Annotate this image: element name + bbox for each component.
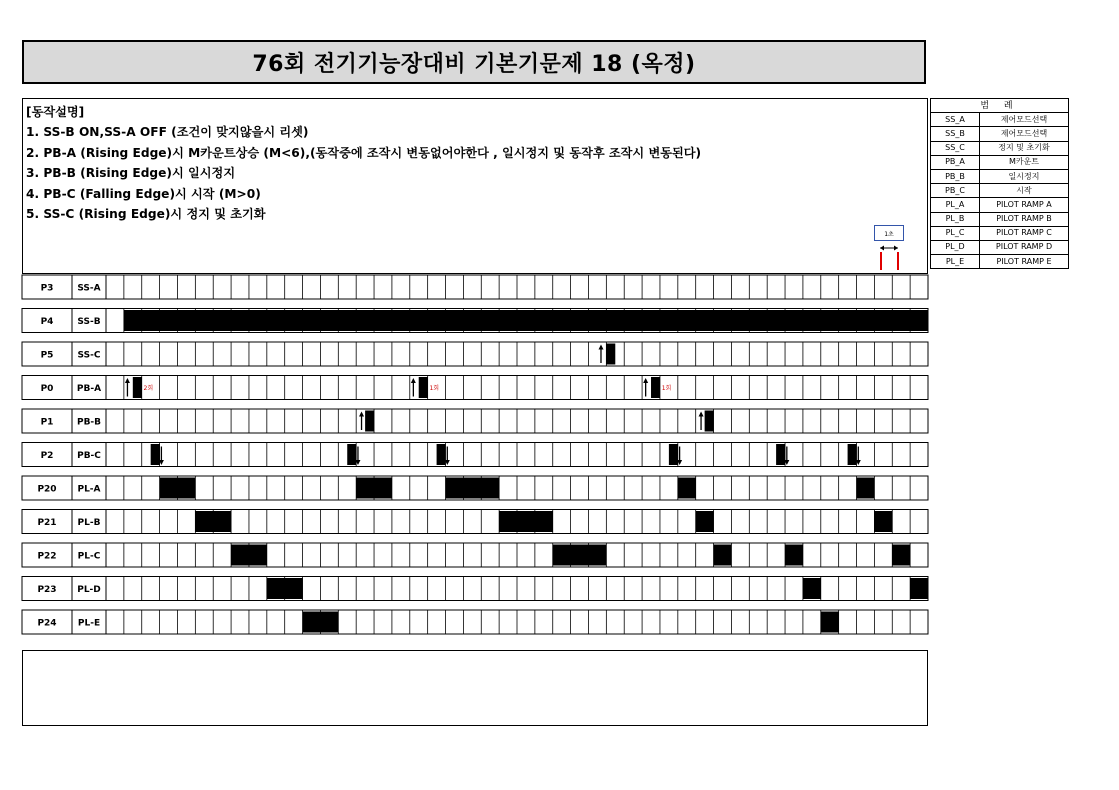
timing-row <box>22 610 928 634</box>
legend-key: SS_A <box>931 113 980 127</box>
timing-row <box>22 309 928 333</box>
legend-key: PL_B <box>931 212 980 226</box>
timing-row <box>22 376 928 400</box>
signal-pulse <box>347 444 356 465</box>
timing-row <box>22 409 928 433</box>
press-count-label: 1회 <box>661 385 672 392</box>
signal-pulse <box>133 377 142 398</box>
legend-value: 시작 <box>980 184 1069 198</box>
signal-pulse <box>776 444 785 465</box>
timing-row <box>22 476 928 500</box>
timer-arrow-right-icon <box>894 246 898 251</box>
timing-row-frame <box>22 510 928 534</box>
timing-row <box>22 543 928 567</box>
legend-value: PILOT RAMP A <box>980 198 1069 212</box>
description-line-2: 2. PB-A (Rising Edge)시 M카운트상승 (M<6),(동작중에 조작시 변동없어야한다 , 일시정지 및 동작후 조작시 변동된다) <box>26 145 702 160</box>
signal-pulse <box>910 578 928 599</box>
signal-label: PB-C <box>77 451 101 461</box>
signal-label: PL-A <box>77 484 101 495</box>
timer-arrow-left-icon <box>880 246 884 251</box>
port-label: P1 <box>40 417 54 428</box>
legend-key: PL_E <box>931 255 980 269</box>
signal-pulse <box>606 344 615 365</box>
port-label: P0 <box>40 384 54 394</box>
description-heading: [동작설명] <box>26 105 85 119</box>
press-count-label: 1회 <box>429 385 440 392</box>
legend-value: 제어모드선택 <box>980 127 1069 141</box>
legend-header: 범 례 <box>931 99 1069 113</box>
timing-row <box>22 443 928 467</box>
signal-label: SS-C <box>77 350 101 361</box>
press-count-label: 2회 <box>143 385 154 392</box>
signal-pulse <box>160 478 196 499</box>
signal-pulse <box>678 478 696 499</box>
signal-pulse <box>231 545 267 566</box>
timing-row <box>22 342 928 366</box>
signal-pulse <box>195 511 231 532</box>
signal-pulse <box>124 310 928 331</box>
signal-pulse <box>446 478 500 499</box>
port-label: P3 <box>40 283 54 294</box>
signal-label: PL-D <box>77 585 101 595</box>
description-line-3: 3. PB-B (Rising Edge)시 일시정지 <box>26 166 236 181</box>
port-label: P2 <box>40 451 54 461</box>
port-label: P4 <box>40 317 54 327</box>
legend-key: PL_A <box>931 198 980 212</box>
legend-value: PILOT RAMP E <box>980 255 1069 269</box>
signal-pulse <box>821 612 839 633</box>
legend-value: 정지 및 초기화 <box>980 141 1069 155</box>
port-label: P21 <box>37 518 57 528</box>
signal-pulse <box>499 511 553 532</box>
description-line-1: 1. SS-B ON,SS-A OFF (조건이 맞지않을시 리셋) <box>26 125 309 140</box>
legend-key: PB_A <box>931 155 980 169</box>
signal-pulse <box>651 377 660 398</box>
signal-pulse <box>553 545 607 566</box>
timing-row-frame <box>22 577 928 601</box>
timing-row-frame <box>22 409 928 433</box>
signal-label: PB-B <box>76 417 102 428</box>
legend-key: SS_C <box>931 141 980 155</box>
notes-panel <box>22 650 928 726</box>
legend-key: SS_B <box>931 127 980 141</box>
signal-pulse <box>669 444 678 465</box>
signal-pulse <box>892 545 910 566</box>
legend-key: PB_C <box>931 184 980 198</box>
legend-value: PILOT RAMP B <box>980 212 1069 226</box>
signal-label: PB-A <box>76 384 102 394</box>
timing-row-frame <box>22 275 928 299</box>
legend-key: PB_B <box>931 169 980 183</box>
legend-value: M카운트 <box>980 155 1069 169</box>
port-label: P22 <box>37 551 57 562</box>
signal-pulse <box>267 578 303 599</box>
signal-pulse <box>419 377 428 398</box>
timing-row <box>22 577 928 601</box>
signal-pulse <box>705 411 714 432</box>
signal-label: PL-E <box>77 618 101 629</box>
page-title: 76회 전기기능장대비 기본기문제 18 (옥정) <box>22 40 926 84</box>
signal-pulse <box>151 444 160 465</box>
signal-pulse <box>857 478 875 499</box>
signal-pulse <box>365 411 374 432</box>
signal-label: SS-B <box>77 317 101 327</box>
timing-row <box>22 275 928 299</box>
legend-value: 일시정지 <box>980 169 1069 183</box>
signal-label: PL-B <box>77 518 101 528</box>
signal-label: PL-C <box>77 551 101 562</box>
signal-label: SS-A <box>77 283 101 294</box>
signal-pulse <box>303 612 339 633</box>
timing-row-frame <box>22 610 928 634</box>
port-label: P23 <box>37 585 57 595</box>
legend-key: PL_C <box>931 226 980 240</box>
description-line-5: 5. SS-C (Rising Edge)시 정지 및 초기화 <box>26 207 266 222</box>
signal-pulse <box>803 578 821 599</box>
port-label: P20 <box>37 484 57 495</box>
signal-pulse <box>696 511 714 532</box>
legend-value: PILOT RAMP C <box>980 226 1069 240</box>
timer-scale-box: 1초 <box>874 225 904 241</box>
legend-value: 제어모드선택 <box>980 113 1069 127</box>
signal-pulse <box>848 444 857 465</box>
signal-pulse <box>437 444 446 465</box>
legend-key: PL_D <box>931 240 980 254</box>
signal-pulse <box>356 478 392 499</box>
port-label: P5 <box>40 350 54 361</box>
timing-row <box>22 510 928 534</box>
timer-scale-marker <box>880 246 898 271</box>
legend-value: PILOT RAMP D <box>980 240 1069 254</box>
port-label: P24 <box>37 618 57 629</box>
signal-pulse <box>874 511 892 532</box>
signal-pulse <box>714 545 732 566</box>
signal-pulse <box>785 545 803 566</box>
description-line-4: 4. PB-C (Falling Edge)시 시작 (M>0) <box>26 186 261 201</box>
timing-row-frame <box>22 376 928 400</box>
timing-row-frame <box>22 342 928 366</box>
